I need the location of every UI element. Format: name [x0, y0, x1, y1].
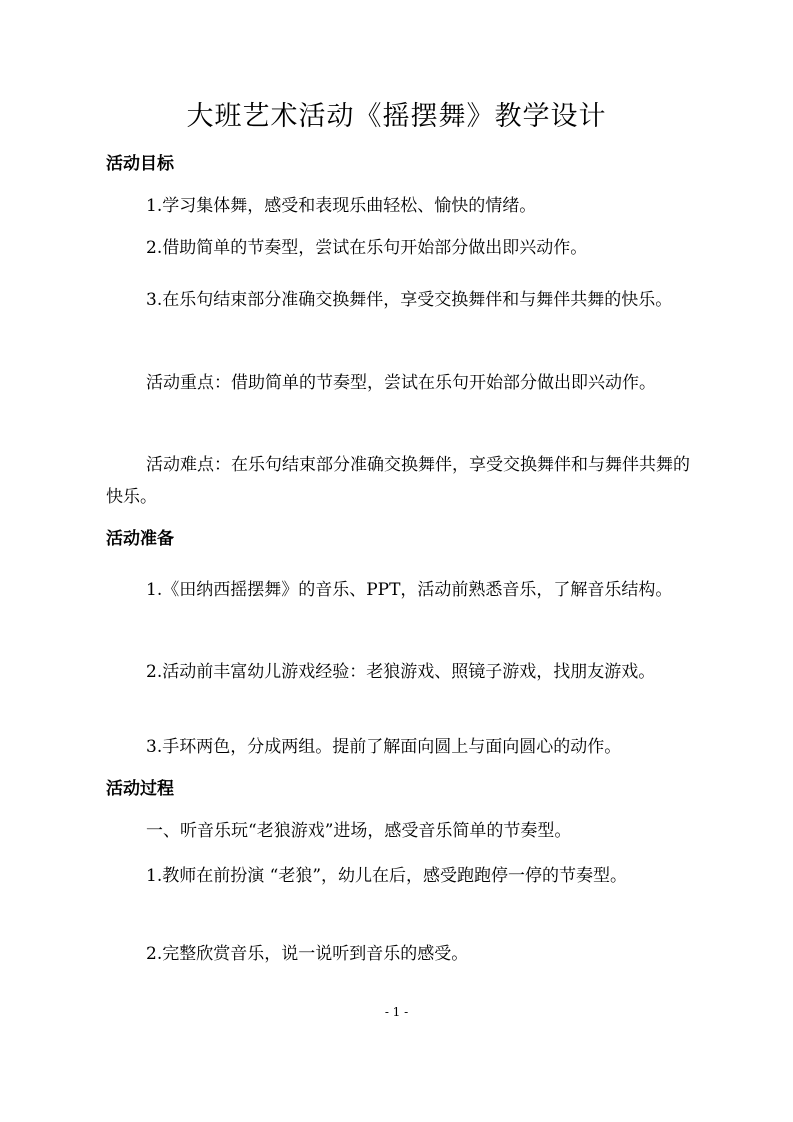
goal-item-3: 3.在乐句结束部分准确交换舞伴，享受交换舞伴和与舞伴共舞的快乐。 — [146, 290, 673, 310]
document-title: 大班艺术活动《摇摆舞》教学设计 — [186, 101, 607, 132]
difficulty-paragraph: 活动难点：在乐句结束部分准确交换舞伴，享受交换舞伴和与舞伴共舞的快乐。 — [106, 455, 690, 507]
goal-item-1: 1.学习集体舞，感受和表现乐曲轻松、愉快的情绪。 — [146, 196, 537, 216]
section-heading-process: 活动过程 — [106, 779, 174, 799]
process-item-1: 一、听音乐玩“老狼游戏”进场，感受音乐简单的节奏型。 — [146, 821, 572, 841]
section-heading-preparation: 活动准备 — [106, 529, 174, 549]
preparation-item-3: 3.手环两色，分成两组。提前了解面向圆上与面向圆心的动作。 — [146, 737, 622, 757]
key-point-paragraph: 活动重点：借助简单的节奏型，尝试在乐句开始部分做出即兴动作。 — [146, 373, 656, 393]
preparation-item-2: 2.活动前丰富幼儿游戏经验：老狼游戏、照镜子游戏，找朋友游戏。 — [146, 662, 656, 682]
process-item-2: 1.教师在前扮演 “老狼”，幼儿在后，感受跑跑停一停的节奏型。 — [146, 866, 628, 886]
preparation-item-1: 1.《田纳西摇摆舞》的音乐、PPT，活动前熟悉音乐，了解音乐结构。 — [146, 580, 673, 600]
section-heading-goals: 活动目标 — [106, 154, 174, 174]
goal-item-2: 2.借助简单的节奏型，尝试在乐句开始部分做出即兴动作。 — [146, 238, 588, 258]
page-number: - 1 - — [384, 1005, 409, 1019]
process-item-3: 2.完整欣赏音乐，说一说听到音乐的感受。 — [146, 944, 469, 964]
